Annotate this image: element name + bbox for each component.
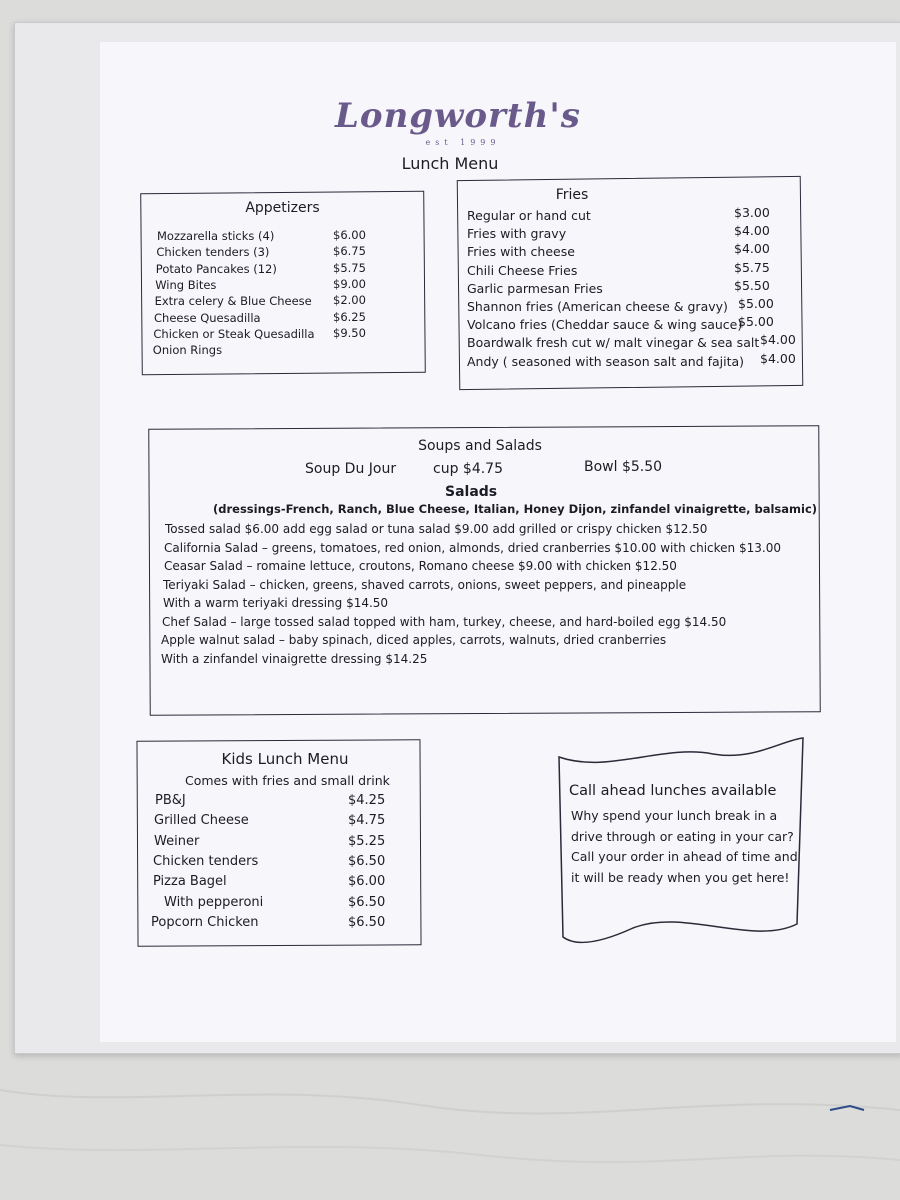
appetizer-item-name: Potato Pancakes (12) xyxy=(155,261,277,276)
fries-item-name: Garlic parmesan Fries xyxy=(467,280,603,296)
fries-item-name: Volcano fries (Cheddar sauce & wing sauce) xyxy=(467,317,743,333)
kids-item-name: Grilled Cheese xyxy=(154,813,249,829)
appetizer-item-name: Mozzarella sticks (4) xyxy=(157,229,275,243)
fries-item-price: $5.75 xyxy=(734,259,770,275)
appetizer-item-name: Cheese Quesadilla xyxy=(154,310,261,325)
kids-item-price: $4.25 xyxy=(348,793,386,808)
kids-item-name: Pizza Bagel xyxy=(153,874,227,890)
fries-item-price: $5.50 xyxy=(734,277,770,293)
fries-item-name: Fries with cheese xyxy=(467,244,575,260)
dressings-list: (dressings-French, Ranch, Blue Cheese, Italian, Honey Dijon, zinfandel vinaigrette, balsamic) xyxy=(213,502,818,516)
fries-item-name: Boardwalk fresh cut w/ malt vinegar & sea salt xyxy=(467,335,760,351)
appetizer-item-name: Chicken or Steak Quesadilla xyxy=(153,326,315,341)
appetizer-item-price: $6.00 xyxy=(333,228,366,242)
kids-item-price: $6.50 xyxy=(348,894,386,910)
menu-title: Lunch Menu xyxy=(401,154,499,173)
salad-line: Ceasar Salad – romaine lettuce, croutons, Romano cheese $9.00 with chicken $12.50 xyxy=(164,559,677,573)
call-ahead-body: Why spend your lunch break in a drive through or eating in your car? Call your order in ahead of time and it will be ready when you get here! xyxy=(571,808,798,885)
soups-salads-title: Soups and Salads xyxy=(418,438,542,454)
salad-line: With a warm teriyaki dressing $14.50 xyxy=(163,596,389,610)
fries-item-name: Chili Cheese Fries xyxy=(467,262,578,278)
appetizer-item-name: Extra celery & Blue Cheese xyxy=(154,294,312,309)
fries-item-price: $4.00 xyxy=(760,350,796,366)
salad-line: Apple walnut salad – baby spinach, diced apples, carrots, walnuts, dried cranberries xyxy=(161,633,667,647)
kids-item-name: Chicken tenders xyxy=(153,853,259,869)
fries-title: Fries xyxy=(555,187,589,203)
salad-line: Chef Salad – large tossed salad topped with ham, turkey, cheese, and hard-boiled egg $14.50 xyxy=(162,614,727,629)
appetizer-item-price: $6.75 xyxy=(333,244,366,259)
kids-item-name: With pepperoni xyxy=(164,894,264,910)
appetizer-item-price: $6.25 xyxy=(333,309,366,324)
fries-item-name: Shannon fries (American cheese & gravy) xyxy=(467,299,728,314)
fries-item-price: $5.00 xyxy=(738,314,774,330)
salad-line: California Salad – greens, tomatoes, red onion, almonds, dried cranberries $10.00 with chicken $13.00 xyxy=(164,540,781,555)
fries-item-name: Fries with gravy xyxy=(467,226,567,242)
appetizer-item-name: Wing Bites xyxy=(155,277,217,292)
kids-item-price: $4.75 xyxy=(348,813,386,829)
appetizer-item-price: $9.50 xyxy=(333,325,366,340)
salad-line: With a zinfandel vinaigrette dressing $14.25 xyxy=(161,651,428,666)
appetizer-item-name: Chicken tenders (3) xyxy=(156,245,270,260)
fries-item-price: $4.00 xyxy=(734,223,770,239)
fries-item-price: $4.00 xyxy=(734,241,770,257)
kids-menu-subtitle: Comes with fries and small drink xyxy=(185,773,390,788)
appetizers-title: Appetizers xyxy=(245,200,320,216)
table-surface-texture xyxy=(0,1050,900,1200)
established-text: est 1999 xyxy=(425,138,501,147)
restaurant-logo: Longworth's xyxy=(335,96,581,136)
fries-item-name: Andy ( seasoned with season salt and fajita) xyxy=(467,353,745,369)
appetizer-item-price: $2.00 xyxy=(333,293,366,308)
kids-menu-title: Kids Lunch Menu xyxy=(221,750,349,768)
appetizer-item-name: Onion Rings xyxy=(152,343,223,358)
soup-cup-price: cup $4.75 xyxy=(433,461,503,477)
kids-item-name: Popcorn Chicken xyxy=(151,914,259,930)
kids-item-name: Weiner xyxy=(154,833,200,849)
fries-item-price: $4.00 xyxy=(760,332,796,348)
kids-item-name: PB&J xyxy=(155,793,186,808)
salad-line: Teriyaki Salad – chicken, greens, shaved carrots, onions, sweet peppers, and pineapple xyxy=(163,577,687,592)
kids-item-price: $5.25 xyxy=(348,833,386,849)
kids-item-price: $6.00 xyxy=(348,874,386,890)
fries-item-name: Regular or hand cut xyxy=(467,208,591,223)
call-ahead-title: Call ahead lunches available xyxy=(569,783,777,799)
soup-name: Soup Du Jour xyxy=(305,461,397,477)
soup-bowl-price: Bowl $5.50 xyxy=(584,459,663,475)
fries-item-price: $3.00 xyxy=(734,205,770,220)
kids-item-price: $6.50 xyxy=(348,914,386,930)
salad-line: Tossed salad $6.00 add egg salad or tuna salad $9.00 add grilled or crispy chicken $12.50 xyxy=(165,522,708,536)
appetizer-item-price: $9.00 xyxy=(333,276,366,291)
appetizer-item-price: $5.75 xyxy=(333,260,366,275)
fries-item-price: $5.00 xyxy=(738,296,774,311)
kids-item-price: $6.50 xyxy=(348,853,386,869)
salads-heading: Salads xyxy=(445,484,498,500)
